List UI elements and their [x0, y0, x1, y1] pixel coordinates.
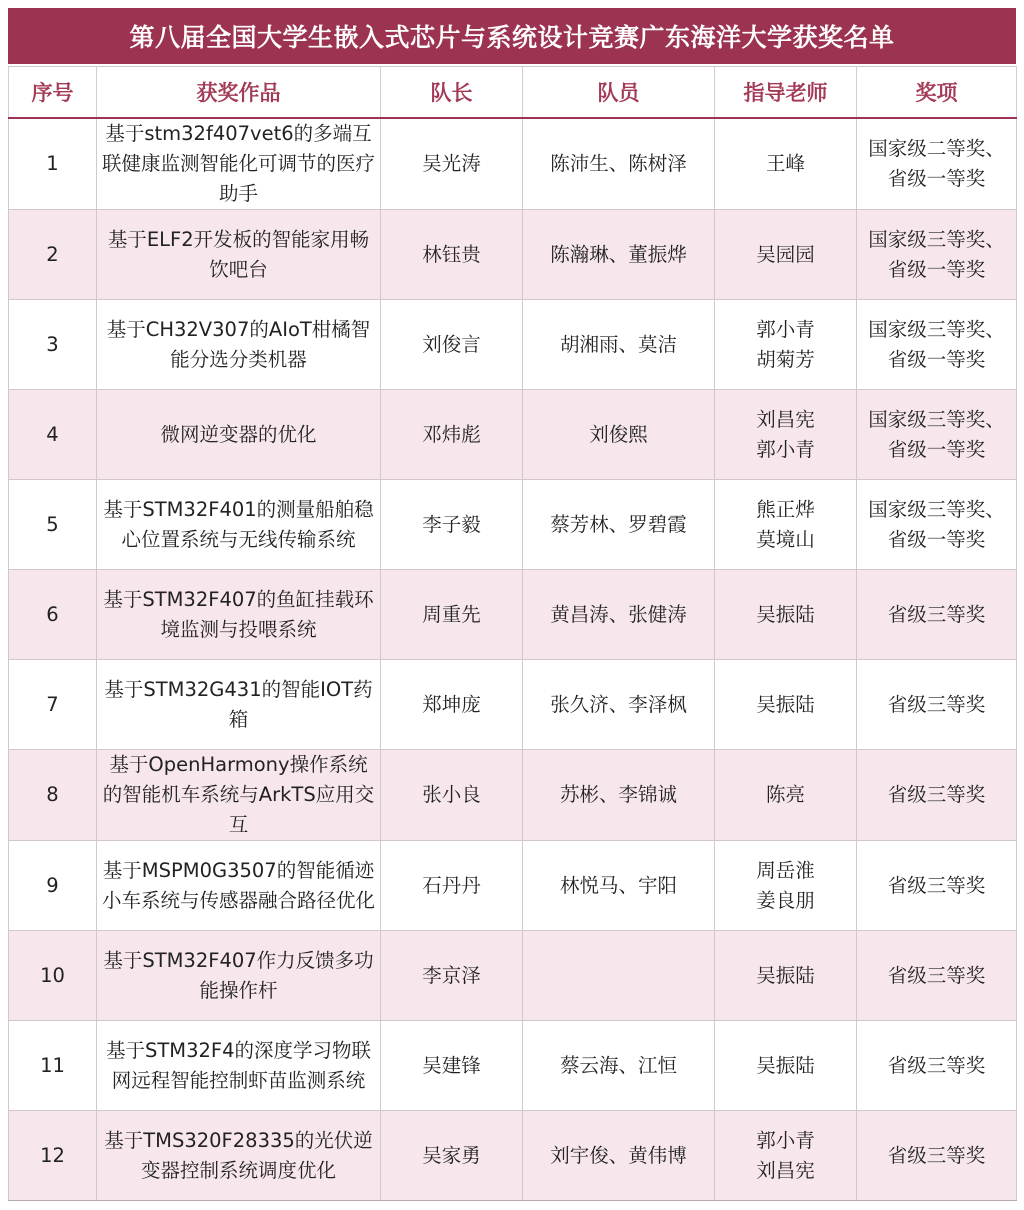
- cell-award-line: 国家级三等奖、: [868, 497, 1005, 521]
- cell-no: 2: [9, 210, 97, 300]
- table-row: [9, 210, 1017, 300]
- cell-work: 基于STM32F4的深度学习物联网远程智能控制虾苗监测系统: [97, 1021, 381, 1111]
- cell-advisors-line: 吴振陆: [756, 1053, 815, 1077]
- cell-captain: 吴光涛: [381, 118, 523, 210]
- cell-captain: 张小良: [381, 750, 523, 841]
- table-row: [9, 841, 1017, 931]
- table-row: [9, 570, 1017, 660]
- cell-advisors-line: 莫境山: [756, 527, 815, 551]
- cell-work: 基于ELF2开发板的智能家用畅饮吧台: [97, 210, 381, 300]
- col-header-work: 获奖作品: [97, 67, 381, 119]
- cell-advisors-line: 郭小青: [756, 437, 815, 461]
- cell-advisors-line: 周岳淮: [756, 858, 815, 882]
- table-row: [9, 750, 1017, 841]
- table-row: [9, 931, 1017, 1021]
- cell-award-line: 省级三等奖: [887, 873, 986, 897]
- cell-captain: 林钰贵: [381, 210, 523, 300]
- cell-members: 胡湘雨、莫洁: [523, 300, 715, 390]
- cell-work: 基于STM32F407的鱼缸挂载环境监测与投喂系统: [97, 570, 381, 660]
- cell-no: 9: [9, 841, 97, 931]
- table-row: [9, 390, 1017, 480]
- cell-advisors-line: 郭小青: [756, 317, 815, 341]
- cell-award: [857, 660, 1017, 750]
- table-row: [9, 480, 1017, 570]
- cell-award-line: 省级一等奖: [887, 167, 986, 190]
- table-row: [9, 118, 1017, 210]
- col-header-award: 奖项: [857, 67, 1017, 119]
- cell-award: [857, 1111, 1017, 1201]
- cell-award-line: 省级一等奖: [887, 527, 986, 551]
- table-header-row: [9, 67, 1017, 119]
- col-header-captain: 队长: [381, 67, 523, 119]
- cell-work: 微网逆变器的优化: [97, 390, 381, 480]
- cell-no: 6: [9, 570, 97, 660]
- cell-captain: 李子毅: [381, 480, 523, 570]
- cell-no: 12: [9, 1111, 97, 1201]
- cell-work: 基于STM32G431的智能IOT药箱: [97, 660, 381, 750]
- cell-advisors-line: 吴园园: [756, 242, 815, 266]
- cell-award: [857, 118, 1017, 210]
- cell-work: 基于STM32F401的测量船舶稳心位置系统与无线传输系统: [97, 480, 381, 570]
- cell-advisors: [715, 570, 857, 660]
- cell-award-line: 省级一等奖: [887, 437, 986, 461]
- cell-award-line: 国家级三等奖、: [868, 407, 1005, 431]
- cell-members: 陈沛生、陈树泽: [523, 118, 715, 210]
- cell-advisors-line: 刘昌宪: [756, 1158, 815, 1182]
- cell-captain: 吴建锋: [381, 1021, 523, 1111]
- cell-no: 10: [9, 931, 97, 1021]
- table-row: [9, 1021, 1017, 1111]
- cell-advisors-line: 王峰: [765, 152, 805, 175]
- cell-award: [857, 1021, 1017, 1111]
- cell-captain: 邓炜彪: [381, 390, 523, 480]
- cell-members: 刘俊熙: [523, 390, 715, 480]
- cell-captain: 周重先: [381, 570, 523, 660]
- cell-advisors: [715, 1021, 857, 1111]
- cell-advisors-line: 刘昌宪: [756, 407, 815, 431]
- cell-no: 5: [9, 480, 97, 570]
- cell-advisors-line: 吴振陆: [756, 692, 815, 716]
- cell-award: [857, 750, 1017, 841]
- cell-award-line: 国家级三等奖、: [868, 317, 1005, 341]
- cell-no: 7: [9, 660, 97, 750]
- cell-award: [857, 390, 1017, 480]
- cell-advisors-line: 胡菊芳: [756, 347, 815, 371]
- award-table: [8, 66, 1017, 1201]
- cell-members: 蔡云海、江恒: [523, 1021, 715, 1111]
- cell-award: [857, 570, 1017, 660]
- cell-advisors: [715, 931, 857, 1021]
- cell-award-line: 省级三等奖: [887, 602, 986, 626]
- cell-award-line: 省级三等奖: [887, 1143, 986, 1167]
- cell-members: [523, 931, 715, 1021]
- cell-advisors: [715, 300, 857, 390]
- cell-work: 基于OpenHarmony操作系统的智能机车系统与ArkTS应用交互: [97, 750, 381, 841]
- cell-members: 黄昌涛、张健涛: [523, 570, 715, 660]
- cell-award-line: 省级三等奖: [887, 963, 986, 987]
- col-header-no: 序号: [9, 67, 97, 119]
- cell-award: [857, 300, 1017, 390]
- cell-advisors: [715, 750, 857, 841]
- cell-award: [857, 480, 1017, 570]
- cell-advisors: [715, 390, 857, 480]
- cell-captain: 吴家勇: [381, 1111, 523, 1201]
- cell-award: [857, 841, 1017, 931]
- table-row: [9, 300, 1017, 390]
- cell-award-line: 省级一等奖: [887, 347, 986, 371]
- cell-work: 基于MSPM0G3507的智能循迹小车系统与传感器融合路径优化: [97, 841, 381, 931]
- cell-captain: 李京泽: [381, 931, 523, 1021]
- cell-award-line: 省级三等奖: [887, 783, 986, 806]
- cell-advisors: [715, 118, 857, 210]
- page-title: 第八届全国大学生嵌入式芯片与系统设计竞赛广东海洋大学获奖名单: [8, 8, 1016, 64]
- cell-captain: 郑坤庞: [381, 660, 523, 750]
- cell-members: 刘宇俊、黄伟博: [523, 1111, 715, 1201]
- cell-advisors-line: 郭小青: [756, 1128, 815, 1152]
- cell-members: 陈瀚琳、董振烨: [523, 210, 715, 300]
- cell-award-line: 省级三等奖: [887, 1053, 986, 1077]
- cell-advisors: [715, 660, 857, 750]
- table-row: [9, 1111, 1017, 1201]
- cell-members: 张久济、李泽枫: [523, 660, 715, 750]
- cell-advisors-line: 吴振陆: [756, 963, 815, 987]
- col-header-members: 队员: [523, 67, 715, 119]
- cell-captain: 石丹丹: [381, 841, 523, 931]
- cell-members: 林悦马、宇阳: [523, 841, 715, 931]
- cell-advisors-line: 陈亮: [765, 783, 805, 806]
- cell-no: 1: [9, 118, 97, 210]
- col-header-advisors: 指导老师: [715, 67, 857, 119]
- cell-no: 11: [9, 1021, 97, 1111]
- cell-members: 苏彬、李锦诚: [523, 750, 715, 841]
- cell-work: 基于stm32f407vet6的多端互联健康监测智能化可调节的医疗助手: [97, 118, 381, 210]
- cell-advisors: [715, 210, 857, 300]
- cell-advisors-line: 熊正烨: [756, 497, 815, 521]
- cell-advisors: [715, 841, 857, 931]
- table-row: [9, 660, 1017, 750]
- cell-work: 基于STM32F407作力反馈多功能操作杆: [97, 931, 381, 1021]
- cell-members: 蔡芳林、罗碧霞: [523, 480, 715, 570]
- cell-captain: 刘俊言: [381, 300, 523, 390]
- cell-advisors-line: 姜良朋: [756, 888, 815, 912]
- cell-advisors: [715, 1111, 857, 1201]
- cell-work: 基于TMS320F28335的光伏逆变器控制系统调度优化: [97, 1111, 381, 1201]
- cell-no: 3: [9, 300, 97, 390]
- cell-award: [857, 931, 1017, 1021]
- cell-advisors-line: 吴振陆: [756, 602, 815, 626]
- cell-award-line: 国家级三等奖、: [868, 227, 1005, 251]
- cell-work: 基于CH32V307的AIoT柑橘智能分选分类机器: [97, 300, 381, 390]
- cell-award-line: 国家级二等奖、: [868, 137, 1005, 160]
- cell-advisors: [715, 480, 857, 570]
- cell-award-line: 省级一等奖: [887, 257, 986, 281]
- cell-no: 8: [9, 750, 97, 841]
- cell-award-line: 省级三等奖: [887, 692, 986, 716]
- cell-no: 4: [9, 390, 97, 480]
- cell-award: [857, 210, 1017, 300]
